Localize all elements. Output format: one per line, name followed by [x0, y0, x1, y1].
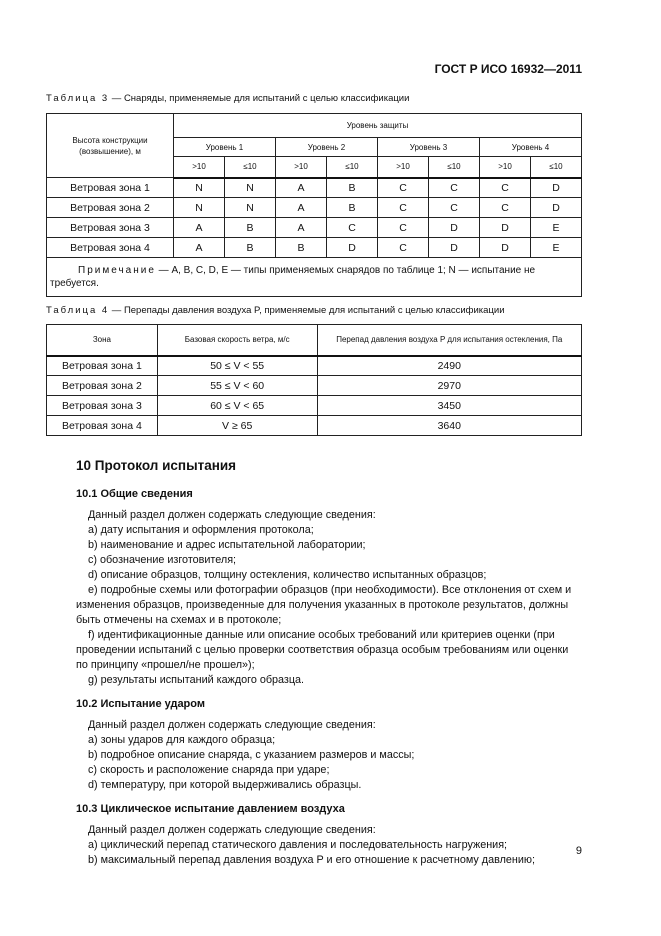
- paragraph: f) идентификационные данные или описание особых требований или критериев оценки (при проведении испытаний с целью проверки соответствия образца особым требованиям или оценки по принципу «прошел/не прошел»);: [76, 629, 569, 671]
- subsection-10-1-body: [76, 508, 582, 688]
- projectile-cell: B: [225, 218, 276, 238]
- page-number: 9: [575, 845, 582, 857]
- speed-cell: 60 ≤ V < 65: [157, 396, 317, 416]
- projectile-cell: N: [174, 198, 225, 218]
- paragraph: Данный раздел должен содержать следующие сведения:: [88, 719, 376, 731]
- projectile-cell: D: [531, 178, 582, 198]
- table-row: [47, 218, 582, 238]
- paragraph: g) результаты испытаний каждого образца.: [88, 674, 305, 686]
- speed-cell: 55 ≤ V < 60: [157, 376, 317, 396]
- projectile-cell: C: [429, 178, 480, 198]
- pressure-cell: 3640: [317, 416, 581, 436]
- col-protection-header: Уровень защиты: [174, 114, 582, 138]
- zone-cell: Ветровая зона 1: [47, 178, 174, 198]
- projectile-cell: A: [276, 178, 327, 198]
- document-header: ГОСТ Р ИСО 16932—2011: [434, 62, 582, 76]
- zone-cell: Ветровая зона 1: [47, 356, 158, 376]
- projectile-cell: E: [531, 238, 582, 258]
- table-3: [46, 113, 582, 297]
- col-zone: Зона: [47, 325, 158, 356]
- pressure-cell: 2490: [317, 356, 581, 376]
- table-row: [47, 198, 582, 218]
- section-10: [76, 458, 582, 868]
- height-subheader: ≤10: [429, 157, 480, 178]
- paragraph: Данный раздел должен содержать следующие сведения:: [88, 509, 376, 521]
- caption-label: Таблица 3: [46, 93, 110, 104]
- note-text: — A, B, C, D, E — типы применяемых снарядов по таблице 1; N — испытание не требуется.: [50, 265, 536, 289]
- section-title: 10 Протокол испытания: [76, 458, 237, 473]
- table-row: [47, 178, 582, 198]
- level-header: Уровень 3: [378, 138, 480, 157]
- col-speed: Базовая скорость ветра, м/с: [157, 325, 317, 356]
- paragraph: b) подробное описание снаряда, с указанием размеров и массы;: [88, 749, 415, 761]
- projectile-cell: B: [327, 178, 378, 198]
- subsection-10-2-title: 10.2 Испытание ударом: [76, 698, 205, 710]
- paragraph: a) циклический перепад статического давления и последовательность нагружения;: [88, 839, 508, 851]
- projectile-cell: C: [480, 198, 531, 218]
- height-subheader: >10: [378, 157, 429, 178]
- level-header: Уровень 4: [480, 138, 582, 157]
- paragraph: b) наименование и адрес испытательной лаборатории;: [88, 539, 366, 551]
- projectile-cell: C: [378, 218, 429, 238]
- projectile-cell: C: [378, 178, 429, 198]
- projectile-cell: N: [174, 178, 225, 198]
- caption-text: — Перепады давления воздуха P, применяемые для испытаний с целью классификации: [109, 305, 505, 316]
- projectile-cell: B: [327, 198, 378, 218]
- height-subheader: >10: [480, 157, 531, 178]
- table-4: [46, 324, 582, 436]
- zone-cell: Ветровая зона 3: [47, 396, 158, 416]
- zone-cell: Ветровая зона 3: [47, 218, 174, 238]
- projectile-cell: C: [327, 218, 378, 238]
- projectile-cell: D: [480, 218, 531, 238]
- zone-cell: Ветровая зона 2: [47, 376, 158, 396]
- height-subheader: ≤10: [327, 157, 378, 178]
- paragraph: d) описание образцов, толщину остекления, количество испытанных образцов;: [88, 569, 487, 581]
- projectile-cell: C: [429, 198, 480, 218]
- projectile-cell: D: [327, 238, 378, 258]
- table-row: [47, 396, 582, 416]
- zone-cell: Ветровая зона 4: [47, 416, 158, 436]
- height-subheader: ≤10: [225, 157, 276, 178]
- table4-caption: [46, 305, 505, 316]
- projectile-cell: N: [225, 178, 276, 198]
- subsection-10-3-title: 10.3 Циклическое испытание давлением воздуха: [76, 803, 345, 815]
- projectile-cell: A: [174, 238, 225, 258]
- projectile-cell: A: [276, 218, 327, 238]
- level-header: Уровень 2: [276, 138, 378, 157]
- subsection-10-3-body: [76, 823, 582, 868]
- projectile-cell: B: [276, 238, 327, 258]
- table-row: [47, 376, 582, 396]
- speed-cell: 50 ≤ V < 55: [157, 356, 317, 376]
- projectile-cell: E: [531, 218, 582, 238]
- table-row: [47, 356, 582, 376]
- pressure-cell: 2970: [317, 376, 581, 396]
- paragraph: Данный раздел должен содержать следующие сведения:: [88, 824, 376, 836]
- projectile-cell: D: [531, 198, 582, 218]
- level-header: Уровень 1: [174, 138, 276, 157]
- caption-label: Таблица 4: [46, 305, 110, 316]
- projectile-cell: D: [429, 218, 480, 238]
- paragraph: d) температуру, при которой выдерживались образцы.: [88, 779, 362, 791]
- col-height-header: Высота конструкции (возвышение), м: [47, 114, 174, 178]
- paragraph: b) максимальный перепад давления воздуха P и его отношение к расчетному давлению;: [88, 854, 535, 866]
- projectile-cell: C: [378, 198, 429, 218]
- subsection-10-1-title: 10.1 Общие сведения: [76, 488, 193, 500]
- height-subheader: ≤10: [531, 157, 582, 178]
- zone-cell: Ветровая зона 2: [47, 198, 174, 218]
- note-label: Примечание: [78, 265, 156, 276]
- zone-cell: Ветровая зона 4: [47, 238, 174, 258]
- caption-text: — Снаряды, применяемые для испытаний с целью классификации: [109, 93, 410, 104]
- projectile-cell: A: [276, 198, 327, 218]
- paragraph: c) обозначение изготовителя;: [88, 554, 237, 566]
- speed-cell: V ≥ 65: [157, 416, 317, 436]
- table-row: [47, 238, 582, 258]
- col-pressure: Перепад давления воздуха P для испытания остекления, Па: [317, 325, 581, 356]
- height-subheader: >10: [174, 157, 225, 178]
- projectile-cell: N: [225, 198, 276, 218]
- pressure-cell: 3450: [317, 396, 581, 416]
- paragraph: a) зоны ударов для каждого образца;: [88, 734, 276, 746]
- projectile-cell: D: [429, 238, 480, 258]
- paragraph: a) дату испытания и оформления протокола;: [88, 524, 314, 536]
- subsection-10-2-body: [76, 718, 582, 793]
- projectile-cell: B: [225, 238, 276, 258]
- table-row: [47, 416, 582, 436]
- paragraph: c) скорость и расположение снаряда при ударе;: [88, 764, 330, 776]
- projectile-cell: D: [480, 238, 531, 258]
- paragraph: e) подробные схемы или фотографии образцов (при необходимости). Все отклонения от схем и изменения образцов, произведенные для получения указанных в протоколе результатов, должны быть отмечены на схемах и в протоколе;: [76, 584, 572, 626]
- projectile-cell: C: [378, 238, 429, 258]
- table3-caption: [46, 93, 409, 104]
- projectile-cell: C: [480, 178, 531, 198]
- table3-note: [47, 258, 582, 297]
- projectile-cell: A: [174, 218, 225, 238]
- height-subheader: >10: [276, 157, 327, 178]
